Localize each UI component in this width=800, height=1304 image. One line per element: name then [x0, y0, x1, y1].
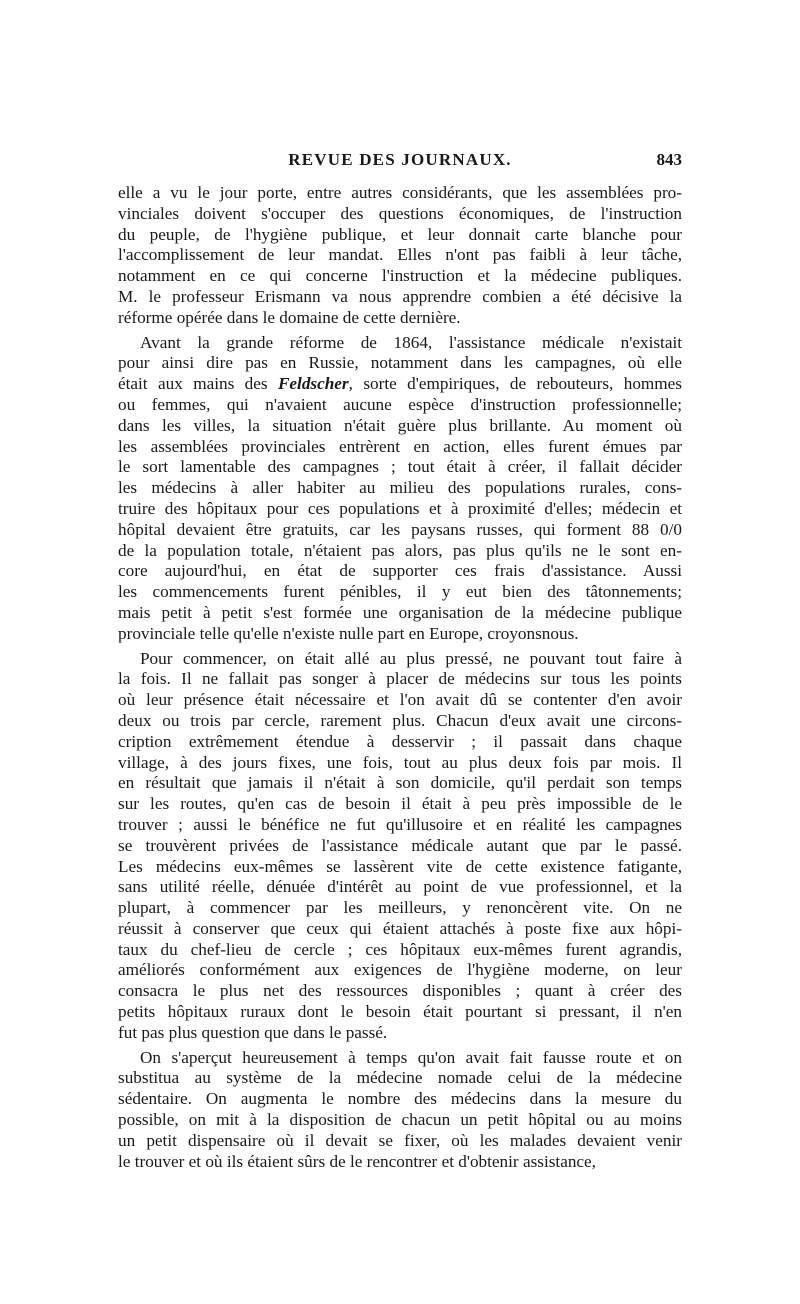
- text-line: substitua au système de la médecine nomade celui de la médecine: [118, 1068, 682, 1088]
- text-line: améliorés conformément aux exigences de l'hygiène moderne, on leur: [118, 960, 682, 980]
- text-line: du peuple, de l'hygiène publique, et leur donnait carte blanche pour: [118, 224, 682, 244]
- text-line: un petit dispensaire où il devait se fixer, où les malades devaient venir: [118, 1130, 682, 1150]
- text-line: taux du chef-lieu de cercle ; ces hôpitaux eux-mêmes furent agrandis,: [118, 939, 682, 959]
- text-line: trouver ; aussi le bénéfice ne fut qu'illusoire et en réalité les campagnes: [118, 814, 682, 834]
- text-line: hôpital devaient être gratuits, car les paysans russes, qui forment 88 0/0: [118, 519, 682, 539]
- page-header: [118, 150, 682, 178]
- text-line: de la population totale, n'étaient pas alors, pas plus qu'ils ne le sont en-: [118, 540, 682, 560]
- text-line: le trouver et où ils étaient sûrs de le rencontrer et d'obtenir assistance,: [118, 1151, 596, 1171]
- text-line: sans utilité réelle, dénuée d'intérêt au point de vue professionnel, et la: [118, 877, 682, 897]
- text-line: provinciale telle qu'elle n'existe nulle part en Europe, croyonsnous.: [118, 623, 579, 643]
- text-line: deux ou trois par cercle, rarement plus. Chacun d'eux avait une circons-: [118, 710, 682, 730]
- text-line: les commencements furent pénibles, il y eut bien des tâtonnements;: [118, 582, 682, 602]
- text-line: elle a vu le jour porte, entre autres considérants, que les assemblées pro-: [118, 183, 682, 202]
- text-line: la fois. Il ne fallait pas songer à placer de médecins sur tous les points: [118, 669, 682, 689]
- text-line: Les médecins eux-mêmes se lassèrent vite de cette existence fatigante,: [118, 856, 682, 876]
- text-line: ou femmes, qui n'avaient aucune espèce d'instruction professionnelle;: [118, 394, 682, 414]
- text-line: pour ainsi dire pas en Russie, notamment dans les campagnes, où elle: [118, 353, 682, 373]
- text-line: les assemblées provinciales entrèrent en action, elles furent émues par: [118, 436, 682, 456]
- text-line: Pour commencer, on était allé au plus pressé, ne pouvant tout faire à: [140, 648, 682, 668]
- text-line: cription extrêmement étendue à desservir ; il passait dans chaque: [118, 731, 682, 751]
- text-line: se trouvèrent privées de l'assistance médicale autant que par le passé.: [118, 835, 682, 855]
- text-line: core aujourd'hui, en état de supporter ces frais d'assistance. Aussi: [118, 561, 682, 581]
- text-line: l'accomplissement de leur mandat. Elles n'ont pas faibli à leur tâche,: [118, 245, 682, 265]
- text-line: le sort lamentable des campagnes ; tout était à créer, il fallait décider: [118, 457, 682, 477]
- paragraph: [118, 333, 682, 645]
- text-line: réforme opérée dans le domaine de cette dernière.: [118, 307, 461, 327]
- text-line: M. le professeur Erismann va nous apprendre combien a été décisive la: [118, 286, 682, 306]
- text-line: en résultait que jamais il n'était à son domicile, qu'il perdait son temps: [118, 773, 682, 793]
- text-line: mais petit à petit s'est formée une organisation de la médecine publique: [118, 602, 682, 622]
- body-text: [118, 183, 682, 1176]
- text-line: où leur présence était nécessaire et l'on avait dû se contenter d'en avoir: [118, 690, 682, 710]
- text-line: possible, on mit à la disposition de chacun un petit hôpital ou au moins: [118, 1110, 682, 1130]
- text-line: sédentaire. On augmenta le nombre des médecins dans la mesure du: [118, 1089, 682, 1109]
- text-line: fut pas plus question que dans le passé.: [118, 1022, 388, 1042]
- text-line: plupart, à commencer par les meilleurs, y renoncèrent vite. On ne: [118, 898, 682, 918]
- text-line: consacra le plus net des ressources disponibles ; quant à créer des: [118, 981, 682, 1001]
- text-line: vinciales doivent s'occuper des questions économiques, de l'instruction: [118, 203, 682, 223]
- emphasized-term: Feldscher: [277, 374, 349, 394]
- text-line: les médecins à aller habiter au milieu des populations rurales, cons-: [118, 478, 682, 498]
- text-line: réussit à conserver que ceux qui étaient attachés à poste fixe aux hôpi-: [118, 918, 682, 938]
- text-line: dans les villes, la situation n'était guère plus brillante. Au moment où: [118, 415, 682, 435]
- text-line: était aux mains des Feldscher, sorte d'empiriques, de rebouteurs, hommes: [118, 374, 682, 394]
- text-line: notamment en ce qui concerne l'instruction et la médecine publiques.: [118, 266, 682, 286]
- paragraph: [118, 183, 682, 329]
- text-line: sur les routes, qu'en cas de besoin il était à peu près impossible de le: [118, 794, 682, 814]
- running-title: REVUE DES JOURNAUX.: [288, 150, 512, 169]
- page-number: 843: [656, 150, 682, 169]
- text-line: village, à des jours fixes, une fois, tout au plus deux fois par mois. Il: [118, 752, 682, 772]
- text-line: truire des hôpitaux pour ces populations et à proximité d'elles; médecin et: [118, 498, 682, 518]
- paragraph: [118, 1048, 682, 1173]
- paragraph: [118, 649, 682, 1044]
- text-line: petits hôpitaux ruraux dont le besoin était pourtant si pressant, il n'en: [118, 1002, 682, 1022]
- text-line: Avant la grande réforme de 1864, l'assistance médicale n'existait: [140, 332, 682, 352]
- text-line: On s'aperçut heureusement à temps qu'on avait fait fausse route et on: [140, 1047, 682, 1067]
